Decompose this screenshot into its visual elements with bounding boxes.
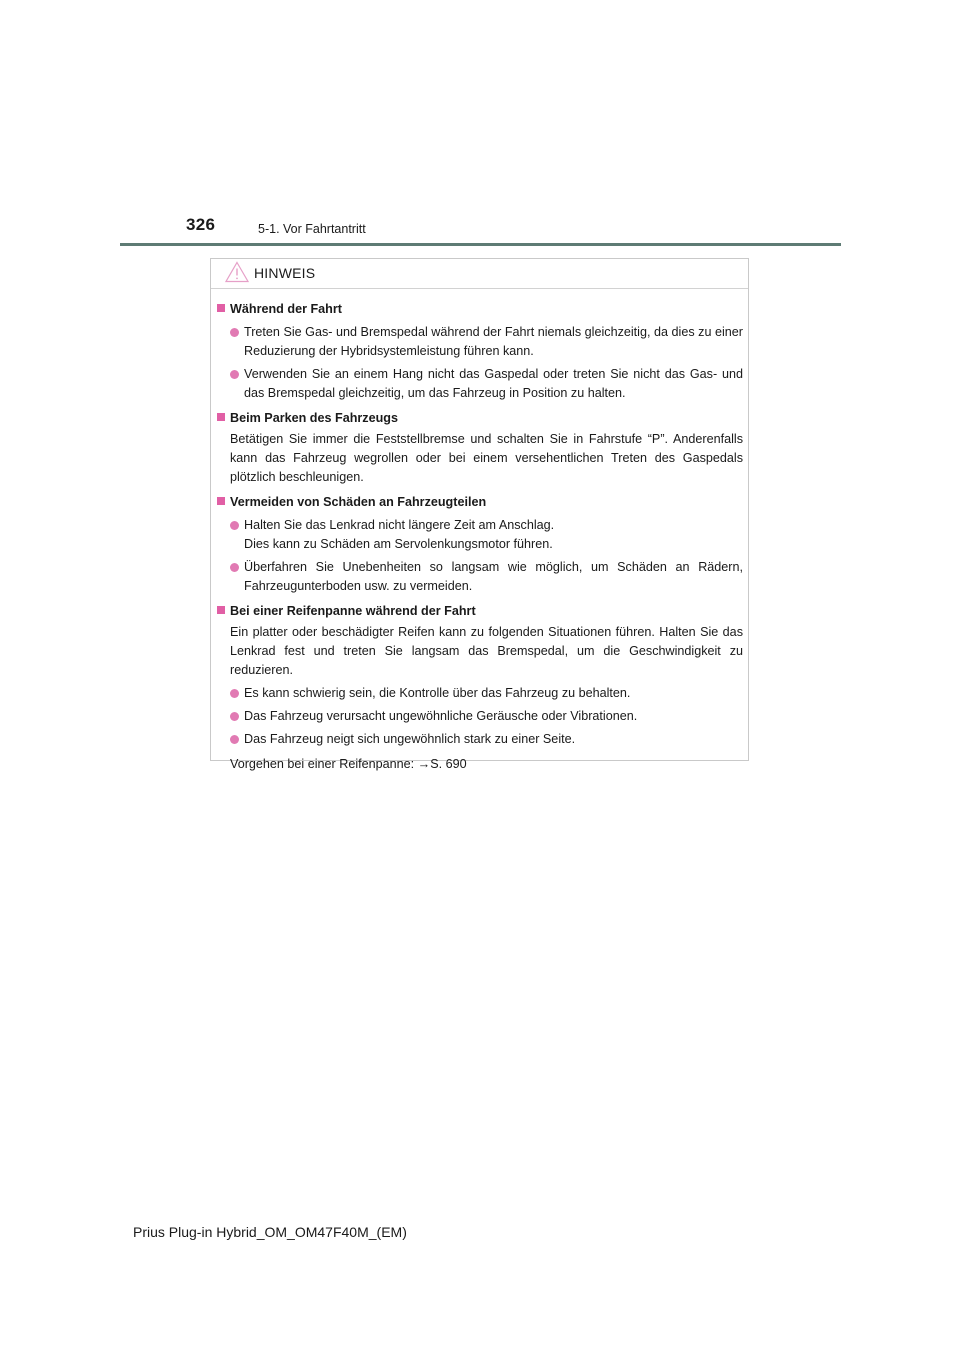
page-number: 326 bbox=[186, 215, 216, 234]
list-item: Überfahren Sie Unebenheiten so langsam wie möglich, um Schäden an Rädern, Fahrzeugunterboden usw. zu vermeiden. bbox=[217, 558, 743, 596]
dot-bullet-icon bbox=[230, 689, 239, 698]
page-reference: Vorgehen bei einer Reifenpanne: →S. 690 bbox=[230, 757, 467, 771]
notice-title: HINWEIS bbox=[254, 265, 316, 281]
dot-bullet-icon bbox=[230, 328, 239, 337]
topic-text: Ein platter oder beschädigter Reifen kann zu folgenden Situationen führen. Halten Sie das Lenkrad fest und treten Sie langsam das Bremspedal, um die Geschwindigkeit zu reduzieren. bbox=[230, 625, 743, 677]
notice-body bbox=[217, 300, 743, 780]
notice-header bbox=[211, 259, 748, 289]
square-bullet-icon bbox=[217, 304, 225, 312]
header-rule bbox=[120, 243, 841, 246]
list-item: Treten Sie Gas- und Bremspedal während der Fahrt niemals gleichzeitig, da dies zu einer Reduzierung der Hybridsystemleistung führen kann. bbox=[217, 323, 743, 361]
topic-title: Bei einer Reifenpanne während der Fahrt bbox=[230, 604, 476, 618]
topic-vehicle-parts bbox=[217, 493, 743, 596]
dot-bullet-icon bbox=[230, 735, 239, 744]
topic-text: Betätigen Sie immer die Feststellbremse und schalten Sie in Fahrstufe “P”. Anderenfalls kann das Fahrzeug wegrollen oder bei einem versehentlichen Treten des Gaspedals plötzlich beschleunigen. bbox=[230, 432, 743, 484]
square-bullet-icon bbox=[217, 413, 225, 421]
footer-text: Prius Plug-in Hybrid_OM_OM47F40M_(EM) bbox=[133, 1224, 407, 1240]
warning-triangle-icon bbox=[225, 261, 249, 283]
topic-title: Vermeiden von Schäden an Fahrzeugteilen bbox=[230, 495, 487, 509]
list-item: Das Fahrzeug neigt sich ungewöhnlich stark zu einer Seite. bbox=[217, 730, 743, 749]
list-item: Es kann schwierig sein, die Kontrolle über das Fahrzeug zu behalten. bbox=[217, 684, 743, 703]
dot-bullet-icon bbox=[230, 521, 239, 530]
list-item: Verwenden Sie an einem Hang nicht das Gaspedal oder treten Sie nicht das Gas- und das Bremspedal gleichzeitig, um das Fahrzeug in Position zu halten. bbox=[217, 365, 743, 403]
section-title: 5-1. Vor Fahrtantritt bbox=[258, 222, 366, 236]
topic-driving bbox=[217, 300, 743, 403]
topic-parking bbox=[217, 409, 743, 487]
topic-flat-tire bbox=[217, 602, 743, 774]
list-item: Das Fahrzeug verursacht ungewöhnliche Geräusche oder Vibrationen. bbox=[217, 707, 743, 726]
topic-title: Während der Fahrt bbox=[230, 302, 342, 316]
dot-bullet-icon bbox=[230, 563, 239, 572]
topic-title: Beim Parken des Fahrzeugs bbox=[230, 411, 398, 425]
square-bullet-icon bbox=[217, 606, 225, 614]
list-item: Halten Sie das Lenkrad nicht längere Zeit am Anschlag. Dies kann zu Schäden am Servolenkungsmotor führen. bbox=[217, 516, 743, 554]
square-bullet-icon bbox=[217, 497, 225, 505]
notice-box bbox=[210, 258, 749, 771]
dot-bullet-icon bbox=[230, 370, 239, 379]
dot-bullet-icon bbox=[230, 712, 239, 721]
